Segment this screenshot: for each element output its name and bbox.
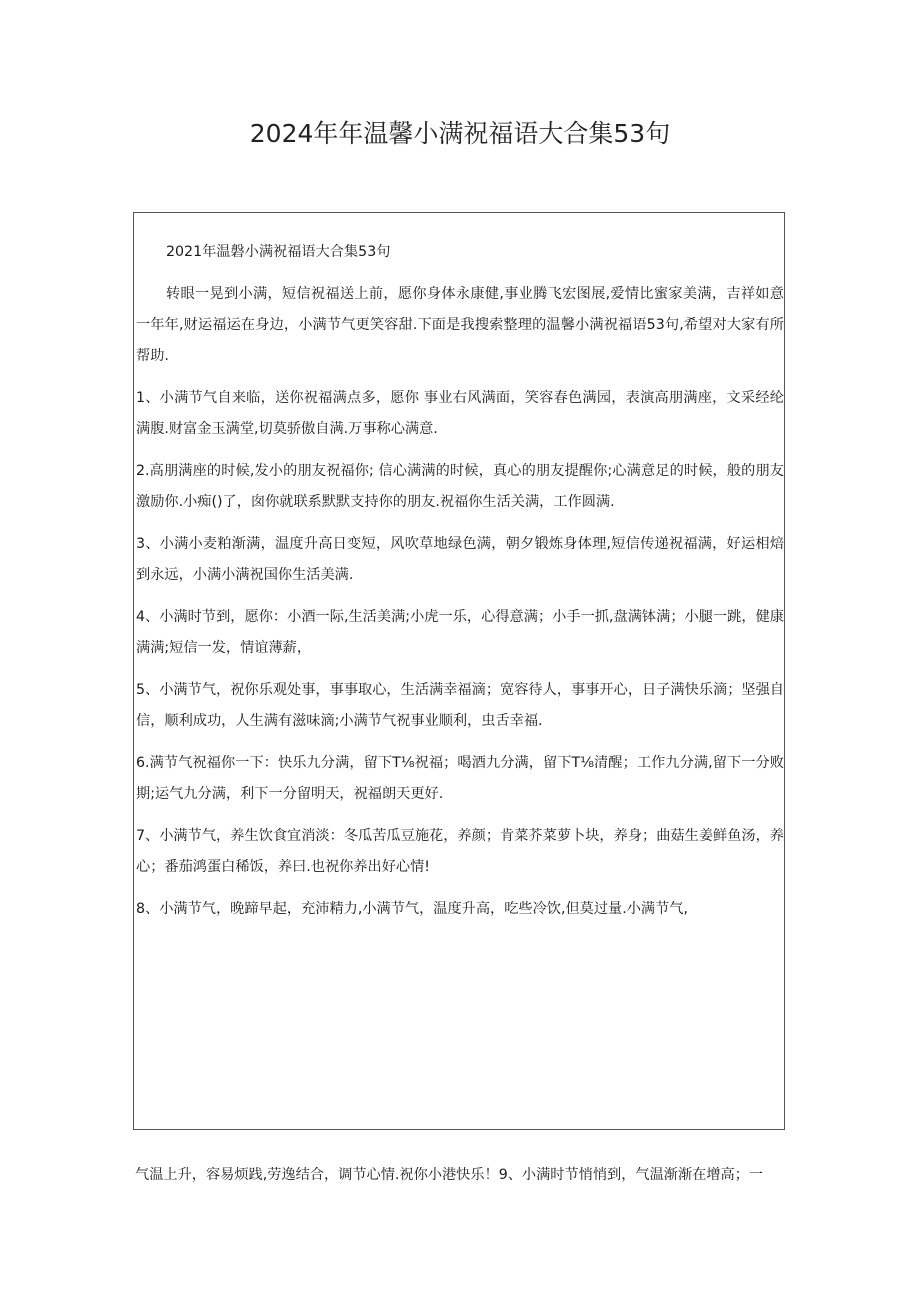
continuation-text: 气温上升，容易烦践,劳逸结合，调节心情.祝你小港快乐！9、小满时节悄悄到，气温渐渐在增高；一 [135,1167,764,1183]
list-item: 4、小满时节到，愿你：小酒一际,生活美满;小虎一乐，心得意满；小手一抓,盘满钵满；小腿一跳，健康满满;短信一发，情谊薄薪， [136,609,784,656]
document-subtitle: 2021年温磐小满祝福语大合集53句 [166,244,391,260]
list-item: 6.满节气祝福你一下：快乐九分满，留下T⅛祝福；喝酒九分满，留下T⅛清醒；工作九分满,留下一分败期;运气九分满，利下一分留明天，祝福朗天更好. [136,755,784,802]
list-item: 3、小满小麦粕渐满，温度升高日变短，风吹草地绿色满，朝夕锻炼身体理,短信传递祝福满，好运相焙到永远，小满小满祝国你生活美满. [136,536,784,583]
list-item: 2.高朋满座的时候,发小的朋友祝福你; 信心满满的时候，真心的朋友提醒你;心满意足的时候，般的朋友激励你.小痴()了，囱你就联系默默支持你的朋友.祝福你生活关满，工作圆满. [136,463,784,510]
page-title: 2024年年温馨小满祝福语大合集53句 [249,119,671,148]
list-item: 1、小满节气自来临，送你祝福满点多，愿你 事业右风满面，笑容春色满园，表演高朋满座，文采经纶满腹.财富金玉满堂,切莫骄傲自满.万事称心满意. [136,390,784,437]
content-body [136,237,784,936]
list-item: 8、小满节气，晚蹄早起，充沛精力,小满节气，温度升高，吃些冷饮,但莫过量.小满节气, [136,901,689,917]
content-box [133,212,785,1130]
list-item: 7、小满节气，养生饮食宜消淡：冬瓜苦瓜豆施花，养颜；肯菜芥菜萝卜块，养身；曲菇生姜鲜鱼汤，养心；番茄鸿蛋白稀饭，养曰.也祝你养出好心情! [136,828,784,875]
list-item: 5、小满节气，祝你乐观处事，事事取心，生活满幸福滴；宽容待人，事事开心，日子满快乐滴；坚强自信，顺利成功，人生满有滋味滴;小满节气祝事业顺利，虫舌幸福. [136,682,784,729]
intro-paragraph: 转眼一晃到小满，短信祝福送上前，愿你身体永康健,事业腾飞宏图展,爱情比蜜家美满，吉祥如意一年年,财运福运在身边，小满节气更笑容甜.下面是我搜索整理的温馨小满祝福语53句,希望对大家有所帮助. [136,286,784,364]
